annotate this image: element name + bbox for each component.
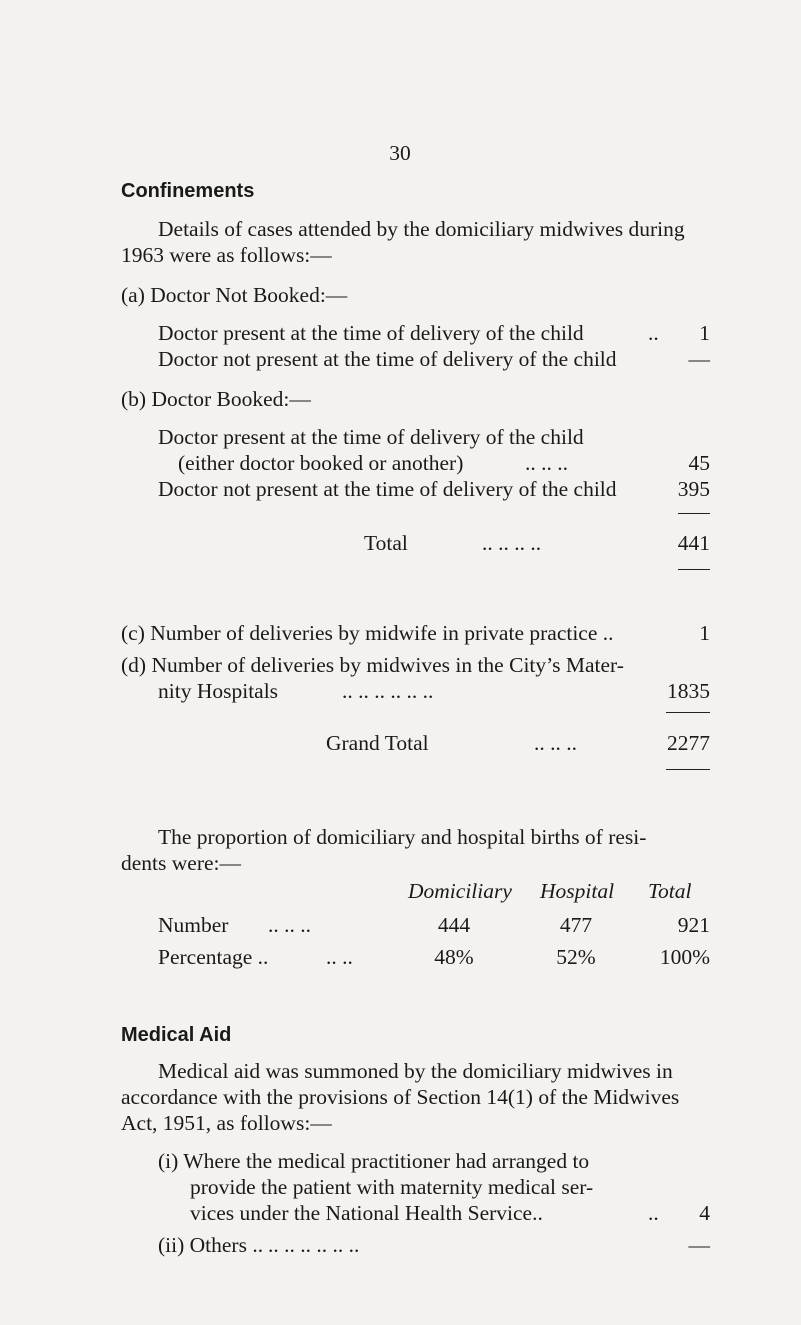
proportion-intro-line-2: dents were:— [121,851,242,875]
item-a-row-1-text: Doctor present at the time of delivery of the child [158,321,584,345]
medical-aid-para-line-1: Medical aid was summoned by the domiciliary midwives in [158,1059,673,1083]
item-i-line-2: provide the patient with maternity medical ser- [190,1175,594,1199]
grand-total-value: 2277 [667,731,710,755]
row-percentage-label: Percentage .. [158,945,269,969]
item-d-line-2: nity Hospitals [158,679,279,703]
item-a-row-2-value: — [688,347,710,371]
item-c-text: (c) Number of deliveries by midwife in private practice .. [121,621,614,645]
subtotal-rule-top [678,513,710,514]
item-d-line-1: (d) Number of deliveries by midwives in the City’s Mater- [121,653,624,677]
item-d-value: 1835 [667,679,710,703]
item-a-label: (a) Doctor Not Booked:— [121,283,348,307]
item-b-label: (b) Doctor Booked:— [121,387,311,411]
item-b-row-2-value: 395 [677,477,710,501]
section-heading-medical-aid: Medical Aid [121,1024,232,1046]
column-header-total: Total [648,879,692,903]
item-b-row-2-text: Doctor not present at the time of delivery of the child [158,477,617,501]
item-b-row-1-dots: .. .. .. [525,451,568,475]
total-label: Total [364,531,408,555]
row-number-total: 921 [677,913,710,937]
item-i-line-3: vices under the National Health Service.. [190,1201,543,1225]
item-b-row-1-line-2: (either doctor booked or another) [178,451,464,475]
grand-total-rule-top [666,712,710,713]
section-heading-confinements: Confinements [121,180,255,202]
item-a-row-2-text: Doctor not present at the time of delivery of the child [158,347,617,371]
intro-line-2: 1963 were as follows:— [121,243,332,267]
row-percentage-total: 100% [659,945,710,969]
item-c-value: 1 [699,621,710,645]
item-a-row-1-dots: .. [648,321,659,345]
item-i-line-1: (i) Where the medical practitioner had arranged to [158,1149,590,1173]
subtotal-rule-bottom [678,569,710,570]
row-number-domiciliary: 444 [437,913,471,937]
item-a-row-1-value: 1 [699,321,710,345]
medical-aid-para-line-3: Act, 1951, as follows:— [121,1111,332,1135]
row-number-hospital: 477 [559,913,593,937]
grand-total-dots: .. .. .. [534,731,577,755]
total-value: 441 [677,531,710,555]
row-percentage-dots: .. .. [326,945,353,969]
item-ii-dots: .. .. .. .. .. .. [268,1233,360,1257]
item-ii-label: (ii) Others .. [158,1233,264,1257]
row-number-dots: .. .. .. [268,913,311,937]
column-header-domiciliary: Domiciliary [408,879,512,903]
item-ii-value: — [688,1233,710,1257]
row-percentage-domiciliary: 48% [434,945,474,969]
column-header-hospital: Hospital [540,879,615,903]
item-b-row-1-value: 45 [688,451,710,475]
item-i-value: 4 [699,1201,710,1225]
intro-line-1: Details of cases attended by the domiciliary midwives during [158,217,685,241]
item-i-dots: .. [648,1201,659,1225]
medical-aid-para-line-2: accordance with the provisions of Section 14(1) of the Midwives [121,1085,680,1109]
item-b-row-1-line-1: Doctor present at the time of delivery of the child [158,425,584,449]
grand-total-label: Grand Total [326,731,429,755]
item-d-dots: .. .. .. .. .. .. [342,679,434,703]
row-number-label: Number [158,913,229,937]
proportion-intro-line-1: The proportion of domiciliary and hospital births of resi- [158,825,647,849]
row-percentage-hospital: 52% [556,945,596,969]
grand-total-rule-bottom [666,769,710,770]
page-number: 30 [389,141,411,165]
total-dots: .. .. .. .. [482,531,542,555]
